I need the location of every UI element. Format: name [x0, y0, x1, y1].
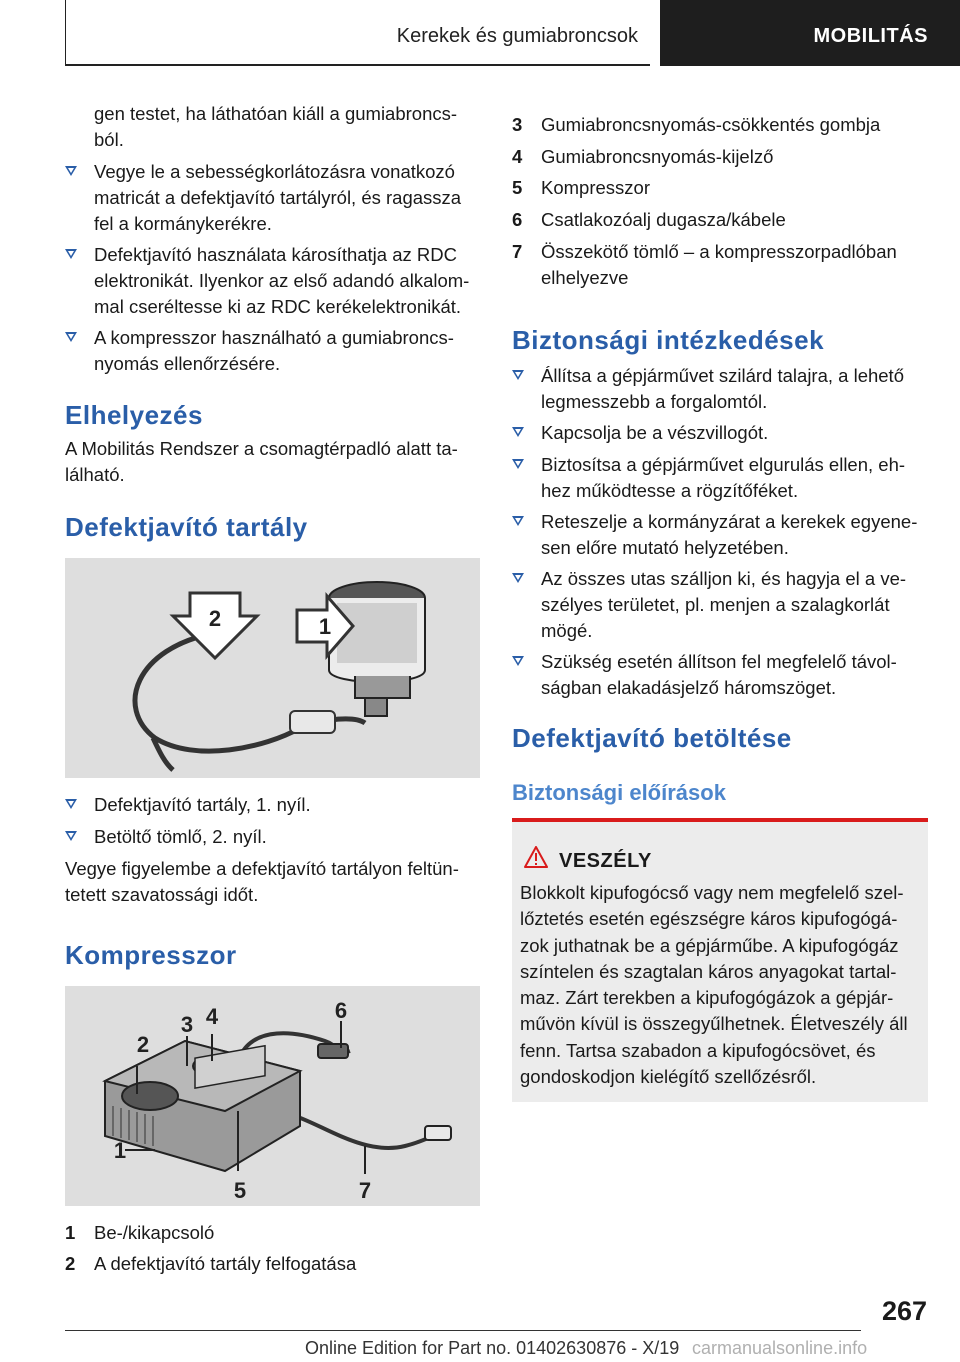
continued-text: gen testet, ha láthatóan kiáll a gumiabroncs- ból. [94, 103, 458, 150]
heading-defektjavito-betoltese: Defektjavító betöltése [512, 723, 792, 753]
figure-callout-7: 7 [358, 1178, 372, 1203]
figure-compressor [65, 986, 480, 1206]
bullet-triangle-icon [65, 332, 77, 342]
heading-biztonsagi-eloirasok: Biztonsági előírások [512, 780, 726, 805]
bullet-triangle-icon [65, 799, 77, 809]
compressor-illustration [65, 986, 480, 1206]
header-chapter-label: MOBILITÁS [813, 25, 928, 47]
bullet-triangle-icon [65, 831, 77, 841]
warning-box [512, 818, 928, 1102]
heading-kompresszor: Kompresszor [65, 940, 237, 970]
bullet-triangle-icon [512, 656, 524, 666]
figure-callout-1: 1 [113, 1138, 127, 1163]
footer-rule [65, 1330, 861, 1331]
bullet-triangle-icon [512, 573, 524, 583]
figure-sealant-container [65, 558, 480, 778]
tartaly-note: Vegye figyelembe a defektjavító tartályon feltün-tetett szavatossági időt. [65, 858, 459, 905]
bullet-triangle-icon [512, 370, 524, 380]
bullet-triangle-icon [512, 516, 524, 526]
bullet-triangle-icon [512, 459, 524, 469]
bullet-triangle-icon [512, 427, 524, 437]
bullet-triangle-icon [65, 249, 77, 259]
heading-defektjavito-tartaly: Defektjavító tartály [65, 512, 308, 542]
heading-elhelyezes: Elhelyezés [65, 400, 203, 430]
warning-title: VESZÉLY [559, 850, 652, 872]
sealant-container-illustration [65, 558, 480, 778]
header-chapter-tab [660, 0, 960, 66]
figure-callout-5: 5 [233, 1178, 247, 1203]
figure-callout-1: 1 [318, 614, 332, 639]
page-number: 267 [881, 1296, 927, 1326]
heading-biztonsagi-intezkedesek: Biztonsági intézkedések [512, 325, 825, 355]
header-section-title: Kerekek és gumiabroncsok [396, 25, 638, 47]
warning-body: Blokkolt kipufogócső vagy nem megfelelő szel-lőztetés esetén egészségre káros kipufogógá-zok juthatnak be a gépjárműbe. A kipufogógáz színtelen és szagtalan káros anyagokat tartal-maz. Zárt terekben a kipufogógázok a gépjár-művön kívül is összegyűlhetnek. Életveszély áll fenn. Tartsa szabadon a kipufogócsövet, és gondoskodjon kielégítő szellőzésről. [520, 882, 908, 1088]
bullet-triangle-icon [65, 166, 77, 176]
footer-edition: Online Edition for Part no. 01402630876 - X/19 [305, 1338, 680, 1358]
figure-callout-4: 4 [205, 1004, 219, 1029]
figure-callout-2: 2 [208, 606, 222, 631]
header-rule-horizontal [65, 64, 650, 66]
figure-callout-6: 6 [334, 998, 348, 1023]
warning-triangle-icon [524, 846, 548, 868]
elhelyezes-text: A Mobilitás Rendszer a csomagtérpadló alatt ta-lálható. [65, 438, 458, 485]
figure-callout-2: 2 [136, 1032, 150, 1057]
footer-watermark: carmanualsonline.info [692, 1338, 868, 1358]
figure-callout-3: 3 [180, 1012, 194, 1037]
